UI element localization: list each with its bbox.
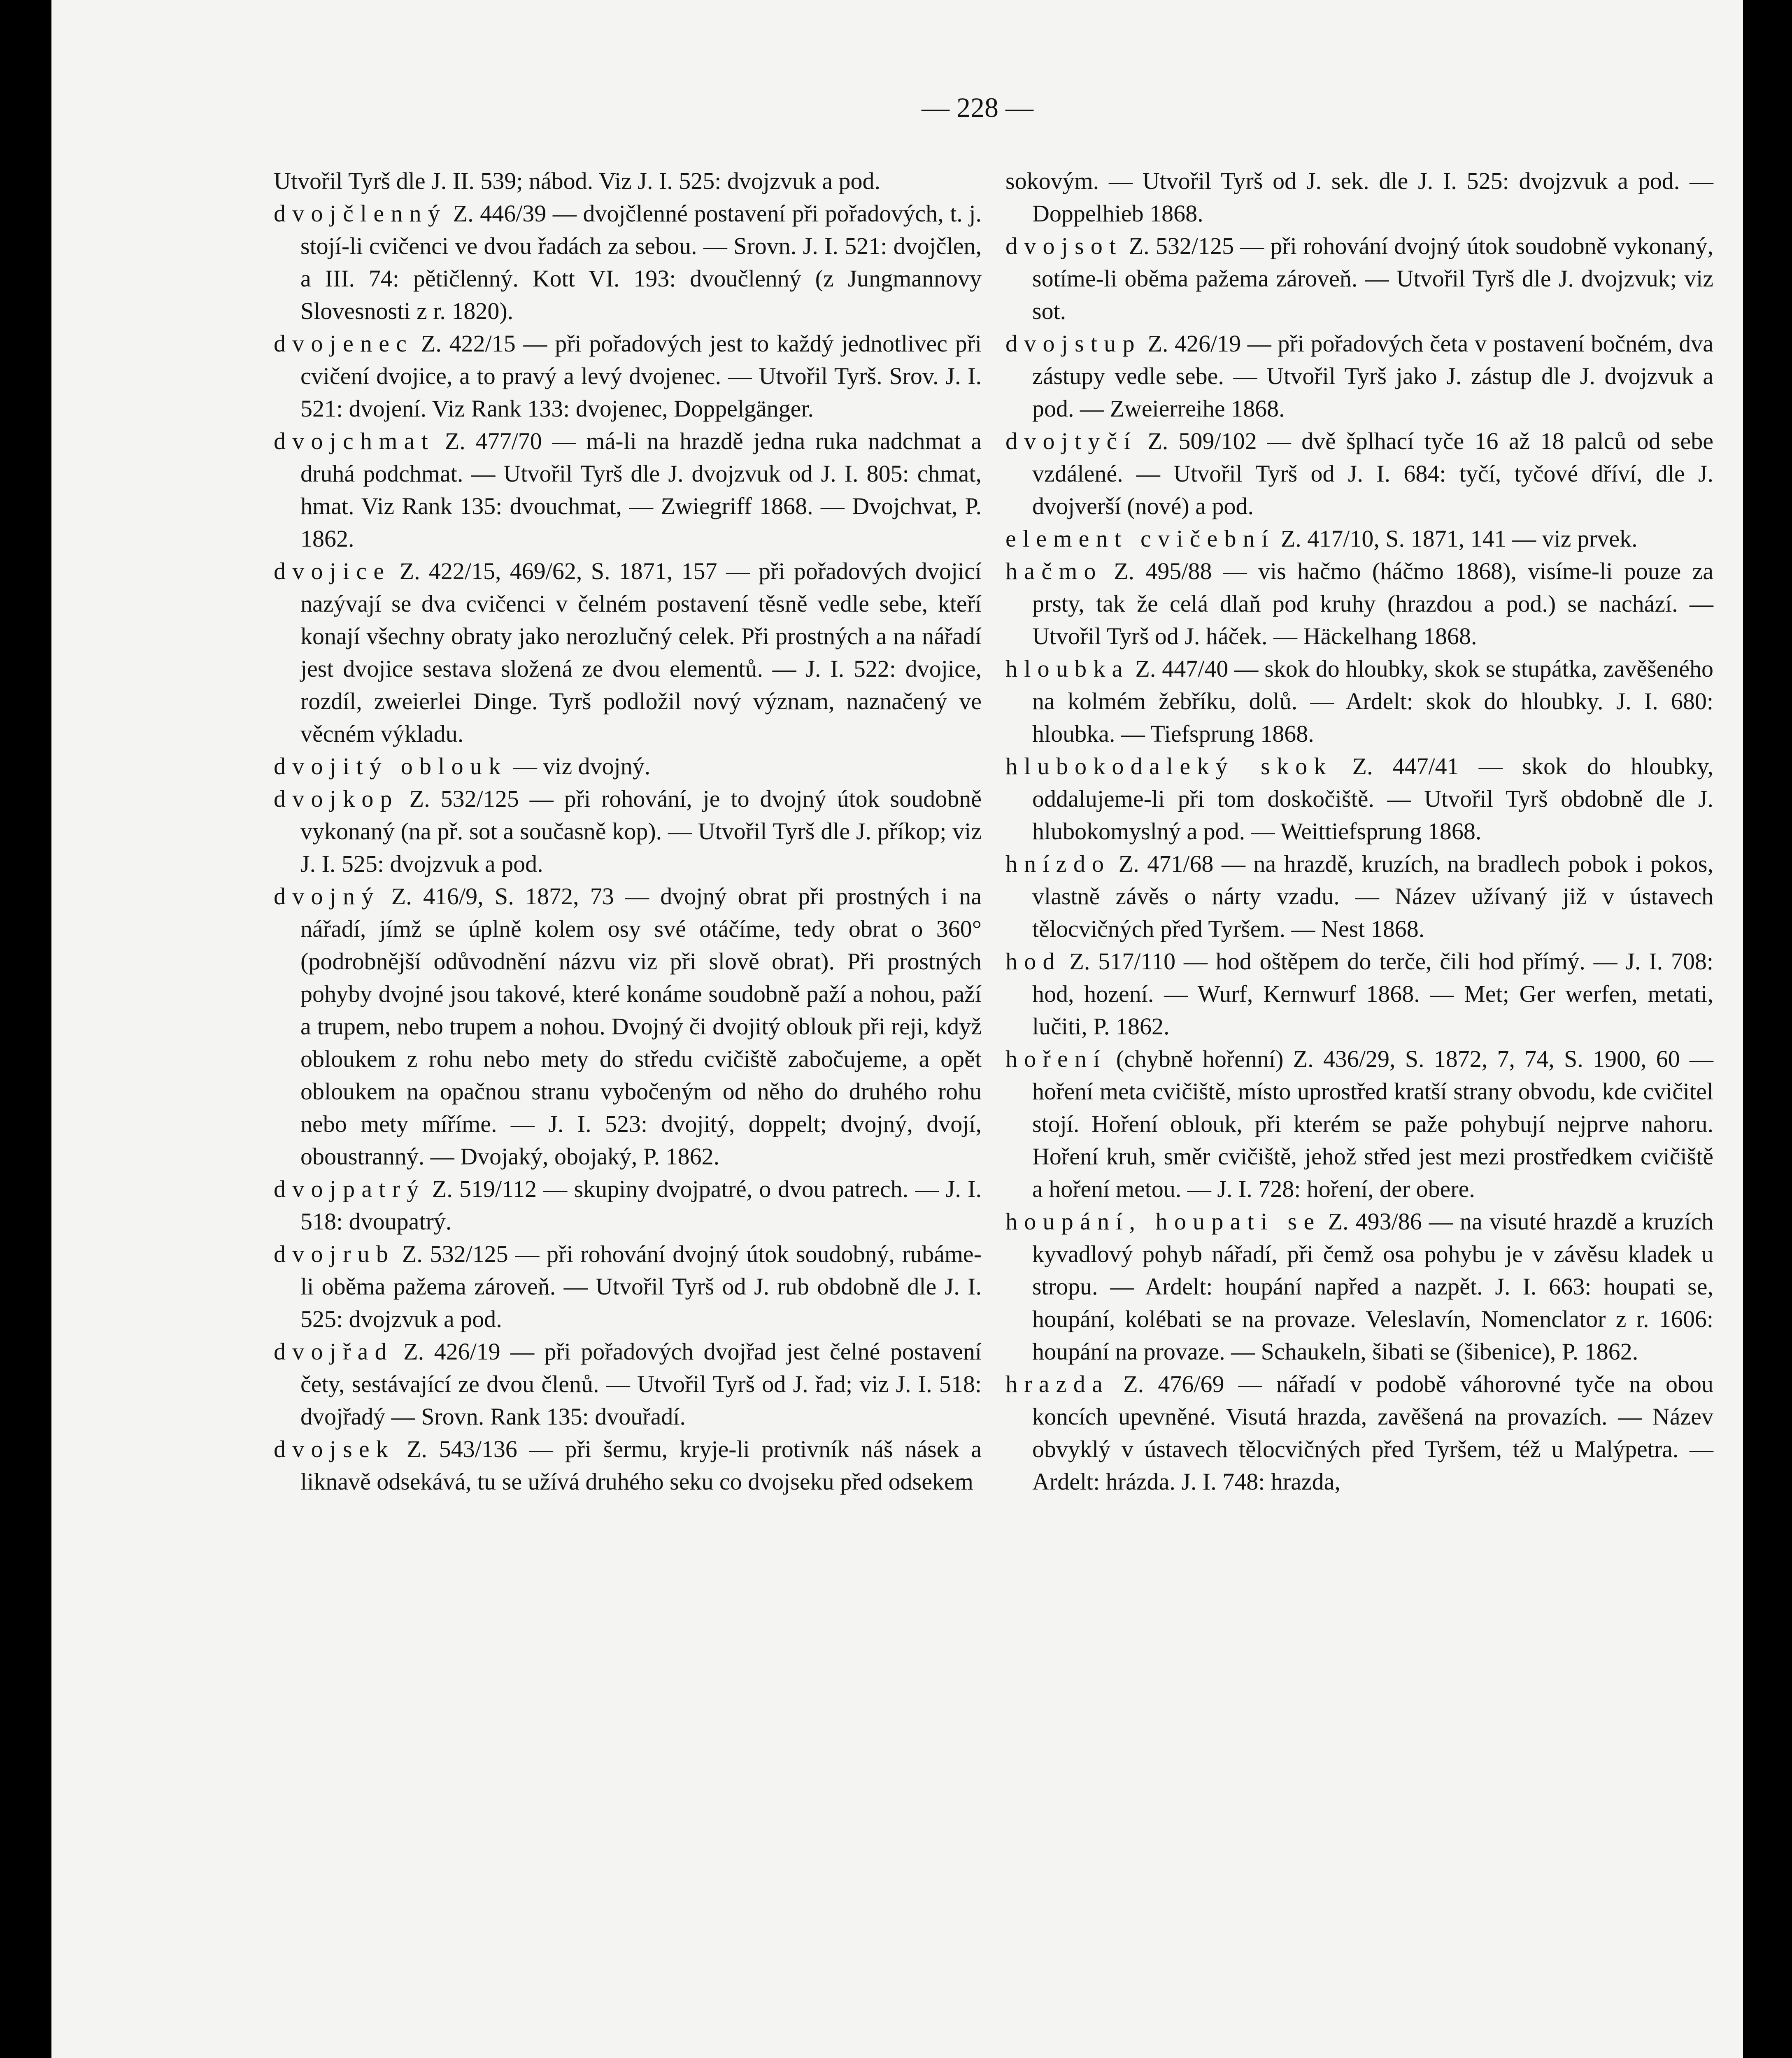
- entry-text: Z. 422/15 — při pořadových jest to každý jednotlivec při cvičení dvojice, a to pravý a levý dvojenec. — Utvořil Tyrš. Srov. J. I. 521: dvojení. Viz Rank 133: dvojenec, Doppelgänger.: [300, 330, 982, 422]
- dictionary-entry: [274, 1238, 982, 1335]
- entry-text: Utvořil Tyrš dle J. II. 539; nábod. Viz J. I. 525: dvojzvuk a pod.: [274, 168, 880, 194]
- dictionary-entry: [1005, 555, 1713, 652]
- right-column: [1005, 165, 1713, 1498]
- entry-headword: dvojsot: [1005, 233, 1123, 259]
- entry-headword: hoření: [1005, 1045, 1107, 1072]
- entry-headword: hačmo: [1005, 558, 1103, 584]
- dictionary-entry: [274, 1173, 982, 1238]
- entry-headword: hloubka: [1005, 655, 1129, 682]
- entry-text: Z. 477/70 — má-li na hrazdě jedna ruka nadchmat a druhá podchmat. — Utvořil Tyrš dle J. dvojzvuk od J. I. 805: chmat, hmat. Viz Rank 135: dvouchmat, — Zwiegriff 1868. — Dvojchvat, P. 1862.: [300, 428, 982, 552]
- entry-headword: dvojkop: [274, 785, 399, 812]
- entry-headword: dvojice: [274, 558, 391, 584]
- entry-text: Z. 509/102 — dvě šplhací tyče 16 až 18 palců od sebe vzdálené. — Utvořil Tyrš od J. I. 684: tyčí, tyčové dříví, dle J. dvojverší (nové) a pod.: [1032, 428, 1713, 519]
- entry-headword: dvojsek: [274, 1436, 395, 1462]
- entry-text: Z. 416/9, S. 1872, 73 — dvojný obrat při prostných i na nářadí, jímž se úplně kolem osy své otáčíme, tedy obrat o 360° (podrobnější odůvodnění názvu viz při slově obrat). Při prostných pohyby dvojné jsou takové, které konáme soudobně paží a nohou, paží a trupem, nebo trupem a nohou. Dvojný či dvojitý oblouk při reji, když obloukem z rohu nebo mety do středu cvičiště zabočujeme, a opět obloukem na opačnou stranu vybočeným od něho do druhého rohu nebo mety míříme. — J. I. 523: dvojitý, doppelt; dvojný, dvojí, oboustranný. — Dvojaký, obojaký, P. 1862.: [300, 883, 982, 1170]
- entry-headword: hlubokodaleký skok: [1005, 753, 1333, 780]
- entry-headword: dvojtyčí: [1005, 428, 1138, 454]
- entry-headword: dvojpatrý: [274, 1176, 426, 1202]
- dictionary-entry: [274, 555, 982, 750]
- entry-headword: dvojčlenný: [274, 200, 447, 227]
- dictionary-entry: [1005, 945, 1713, 1043]
- entry-text: Z. 517/110 — hod oštěpem do terče, čili hod přímý. — J. I. 708: hod, hození. — Wurf, Kernwurf 1868. — Met; Ger werfen, metati, lučiti, P. 1862.: [1032, 948, 1713, 1040]
- entry-text: (chybně hořenní) Z. 436/29, S. 1872, 7, 74, S. 1900, 60 — hoření meta cvičiště, místo uprostřed kratší strany obvodu, kde cvičitel stojí. Hoření oblouk, při kterém se paže pohybují nejprve nahoru. Hoření kruh, směr cvičiště, jehož střed jest mezi prostředkem cvičiště a hoření metou. — J. I. 728: hoření, der obere.: [1032, 1045, 1713, 1202]
- entry-text: Z. 417/10, S. 1871, 141 — viz prvek.: [1275, 525, 1638, 552]
- entry-headword: dvojřad: [274, 1338, 393, 1365]
- dictionary-entry: [1005, 522, 1713, 555]
- dictionary-entry: [274, 197, 982, 327]
- entry-text: Z. 426/19 — při pořadových četa v postavení bočném, dva zástupy vedle sebe. — Utvořil Tyrš jako J. zástup dle J. dvojzvuk a pod. — Zweierreihe 1868.: [1032, 330, 1713, 422]
- entry-text: Z. 495/88 — vis hačmo (háčmo 1868), visíme-li pouze za prsty, tak že celá dlaň pod kruhy (hrazdou a pod.) se nachází. — Utvořil Tyrš od J. háček. — Häckelhang 1868.: [1032, 558, 1713, 650]
- dictionary-entry: [274, 165, 982, 197]
- entry-text: — viz dvojný.: [507, 753, 651, 780]
- entry-text: Z. 519/112 — skupiny dvojpatré, o dvou patrech. — J. I. 518: dvoupatrý.: [300, 1176, 982, 1235]
- entry-text: Z. 447/40 — skok do hloubky, skok se stupátka, zavěšeného na kolmém žebříku, dolů. — Ardelt: skok do hloubky. J. I. 680: hloubka. — Tiefsprung 1868.: [1032, 655, 1713, 747]
- dictionary-entry: [274, 880, 982, 1173]
- entry-headword: dvojrub: [274, 1241, 395, 1267]
- entry-headword: dvojenec: [274, 330, 414, 357]
- dictionary-entry: [274, 425, 982, 555]
- entry-text: Z. 426/19 — při pořadových dvojřad jest čelné postavení čety, sestávající ze dvou členů. — Utvořil Tyrš od J. řad; viz J. I. 518: dvojřadý — Srovn. Rank 135: dvouřadí.: [300, 1338, 982, 1430]
- entry-headword: dvojstup: [1005, 330, 1141, 357]
- page-sheet: [51, 0, 1743, 2058]
- entry-text: Z. 446/39 — dvojčlenné postavení při pořadových, t. j. stojí-li cvičenci ve dvou řadách za sebou. — Srovn. J. I. 521: dvojčlen, a III. 74: pětičlenný. Kott VI. 193: dvoučlenný (z Jungmannovy Slovesnosti z r. 1820).: [300, 200, 982, 324]
- dictionary-entry: [1005, 1205, 1713, 1368]
- entry-headword: dvojný: [274, 883, 380, 910]
- entry-text: sokovým. — Utvořil Tyrš od J. sek. dle J. I. 525: dvojzvuk a pod. — Doppelhieb 1868.: [1005, 168, 1713, 227]
- entry-headword: hod: [1005, 948, 1061, 975]
- dictionary-entry: [1005, 652, 1713, 750]
- page-number: — 228 —: [922, 92, 1033, 123]
- dictionary-entry: [1005, 165, 1713, 230]
- dictionary-entry: [1005, 1368, 1713, 1498]
- entry-text: Z. 493/86 — na visuté hrazdě a kruzích kyvadlový pohyb nářadí, při čemž osa pohybu je v závěsu kladek u stropu. — Ardelt: houpání napřed a nazpět. J. I. 663: houpati se, houpání, kolébati se na provaze. Veleslavín, Nomenclator z r. 1606: houpání na provaze. — Schaukeln, šibati se (šibenice), P. 1862.: [1032, 1208, 1713, 1365]
- dictionary-entry: [1005, 230, 1713, 327]
- entry-text: Z. 532/125 — při rohování dvojný útok soudobný, rubáme-li oběma pažema zároveň. — Utvořil Tyrš od J. rub obdobně dle J. I. 525: dvojzvuk a pod.: [300, 1241, 982, 1332]
- entry-headword: dvojchmat: [274, 428, 435, 454]
- entry-headword: hnízdo: [1005, 850, 1111, 877]
- left-column: [274, 165, 982, 1498]
- dictionary-entry: [1005, 847, 1713, 945]
- entry-headword: dvojitý oblouk: [274, 753, 507, 780]
- entry-text: Z. 476/69 — nářadí v podobě váhorovné tyče na obou koncích upevněné. Visutá hrazda, zavěšená na provazích. — Název obvyklý v ústavech tělocvičných před Tyršem, též u Malýpetra. — Ardelt: hrázda. J. I. 748: hrazda,: [1032, 1371, 1713, 1495]
- dictionary-entry: [1005, 425, 1713, 522]
- entry-text: Z. 532/125 — při rohování, je to dvojný útok soudobně vykonaný (na př. sot a současně kop). — Utvořil Tyrš dle J. příkop; viz J. I. 525: dvojzvuk a pod.: [300, 785, 982, 877]
- dictionary-entry: [1005, 1043, 1713, 1205]
- dictionary-entry: [274, 1433, 982, 1498]
- entry-text: Z. 543/136 — při šermu, kryje-li protivník náš násek a liknavě odsekává, tu se užívá druhého seku co dvojseku před odsekem: [300, 1436, 982, 1495]
- entry-text: Z. 447/41 — skok do hloubky, oddalujeme-li při tom doskočiště. — Utvořil Tyrš obdobně dle J. hlubokomyslný a pod. — Weittiefsprung 1868.: [1032, 753, 1714, 845]
- entry-headword: houpání, houpati se: [1005, 1208, 1321, 1235]
- dictionary-entry: [274, 750, 982, 782]
- entry-headword: hrazda: [1005, 1371, 1109, 1397]
- dictionary-entry: [1005, 750, 1713, 847]
- dictionary-entry: [274, 1335, 982, 1433]
- dictionary-entry: [274, 327, 982, 425]
- entry-text: Z. 471/68 — na hrazdě, kruzích, na bradlech pobok i pokos, vlastně závěs o nárty vzadu. — Název užívaný již v ústavech tělocvičných před Tyršem. — Nest 1868.: [1032, 850, 1713, 942]
- dictionary-entry: [1005, 327, 1713, 425]
- dictionary-entry: [274, 782, 982, 880]
- entry-text: Z. 532/125 — při rohování dvojný útok soudobně vykonaný, sotíme-li oběma pažema zároveň. — Utvořil Tyrš dle J. dvojzvuk; viz sot.: [1032, 233, 1713, 324]
- entry-text: Z. 422/15, 469/62, S. 1871, 157 — při pořadových dvojicí nazývají se dva cvičenci v čelném postavení těsně vedle sebe, kteří konají všechny obraty jako nerozlučný celek. Při prostných a na nářadí jest dvojice sestava složená ze dvou elementů. — J. I. 522: dvojice, rozdíl, zweierlei Dinge. Tyrš podložil nový význam, naznačený ve věcném výkladu.: [300, 558, 982, 747]
- entry-headword: element cvičební: [1005, 525, 1275, 552]
